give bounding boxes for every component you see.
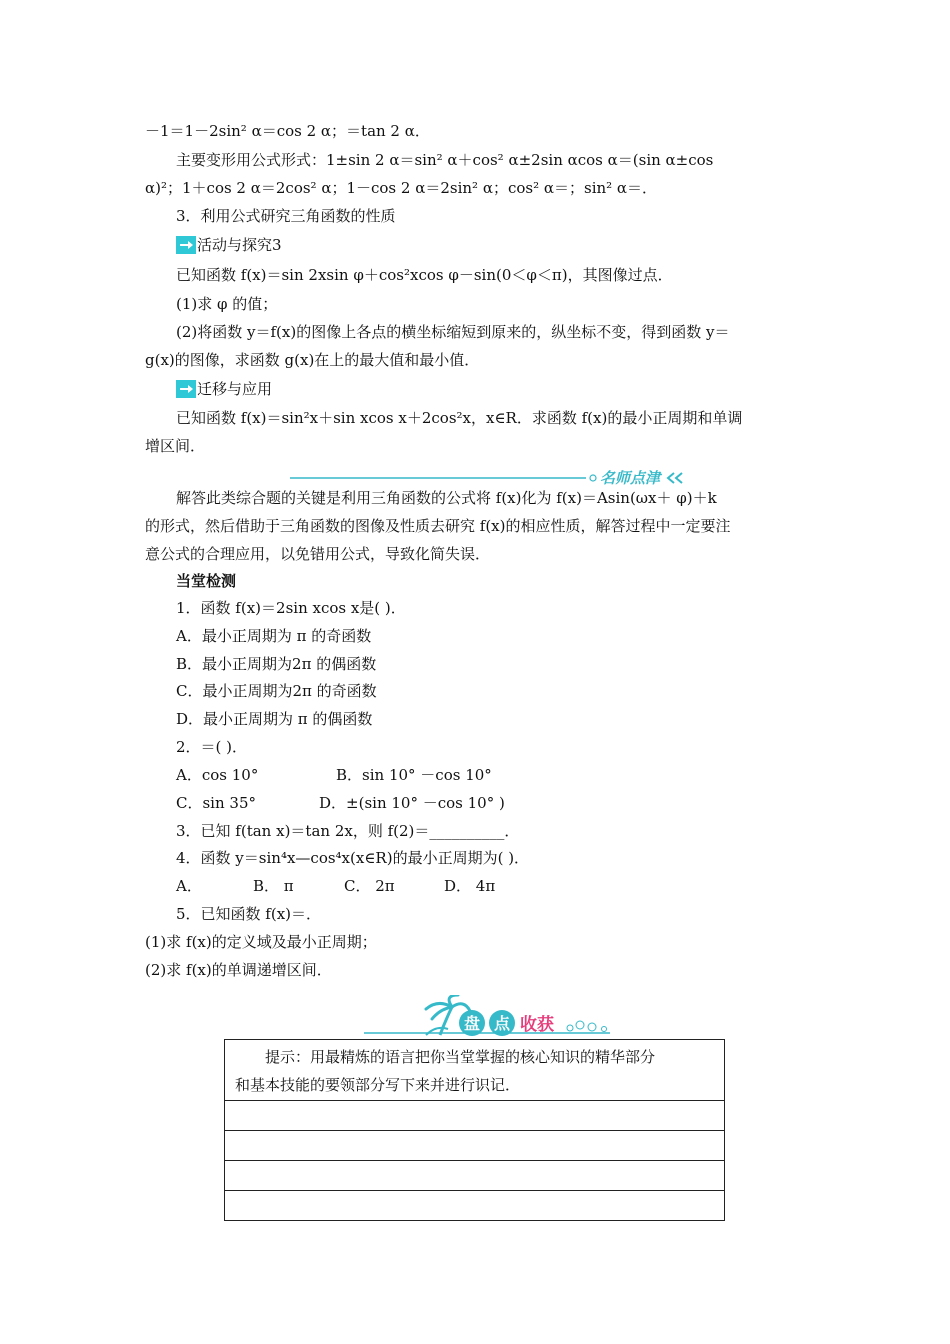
activity-label: 活动与探究3 bbox=[197, 236, 282, 254]
test-q4: 4．函数 y＝sin⁴x—cos⁴x(x∈R)的最小正周期为( )． bbox=[176, 849, 530, 867]
transfer-line-2: 增区间． bbox=[145, 437, 206, 455]
hint-line-1: 提示：用最精炼的语言把你当堂掌握的核心知识的精华部分 bbox=[265, 1048, 656, 1066]
test-q5-part-2: (2)求 f(x)的单调递增区间． bbox=[145, 961, 332, 979]
q4-option-d: D． 4π bbox=[444, 877, 496, 895]
activity-stem: 已知函数 f(x)＝sin 2xsin φ＋cos²xcos φ－sin(0＜φ＜π)，其图像过点． bbox=[176, 266, 673, 284]
table-row bbox=[225, 1101, 725, 1131]
test-q1: 1．函数 f(x)＝2sin xcos x是( )． bbox=[176, 599, 406, 617]
q2-option-c: C．sin 35° bbox=[176, 794, 256, 812]
banner-dot-icon bbox=[590, 475, 596, 481]
section-heading-3: 3．利用公式研究三角函数的性质 bbox=[176, 207, 396, 225]
q1-option-c: C．最小正周期为2π 的奇函数 bbox=[176, 682, 377, 700]
table-row bbox=[225, 1040, 725, 1101]
tips-line-2: 的形式，然后借助于三角函数的图像及性质去研究 f(x)的相应性质，解答过程中一定要注 bbox=[145, 517, 731, 535]
q4-option-b: B． π bbox=[253, 877, 294, 895]
tips-line-1: 解答此类综合题的关键是利用三角函数的公式将 f(x)化为 f(x)＝Asin(ωx＋ φ)＋k bbox=[176, 489, 717, 507]
transfer-label: 迁移与应用 bbox=[197, 380, 273, 398]
table-row bbox=[225, 1131, 725, 1161]
formula-line-1: －1＝1－2sin² α＝cos 2 α；＝tan 2 α． bbox=[145, 122, 430, 140]
q2-option-b: B．sin 10° －cos 10° bbox=[336, 766, 492, 784]
activity-question-2b: g(x)的图像，求函数 g(x)在上的最大值和最小值． bbox=[145, 351, 480, 369]
test-q5-part-1: (1)求 f(x)的定义域及最小正周期； bbox=[145, 933, 377, 951]
test-heading: 当堂检测 bbox=[176, 572, 237, 590]
test-q3: 3．已知 f(tan x)＝tan 2x，则 f(2)＝__________． bbox=[176, 822, 520, 840]
formula-line-2: 主要变形用公式形式：1±sin 2 α＝sin² α＋cos² α±2sin αcos α＝(sin α±cos bbox=[176, 151, 714, 169]
hint-cell bbox=[225, 1040, 725, 1101]
table-row bbox=[225, 1191, 725, 1221]
hint-line-2: 和基本技能的要领部分写下来并进行识记． bbox=[235, 1076, 521, 1094]
chevrons-left-icon bbox=[668, 473, 682, 483]
empty-cell[interactable] bbox=[225, 1131, 725, 1161]
empty-cell[interactable] bbox=[225, 1161, 725, 1191]
activity-question-2a: (2)将函数 y＝f(x)的图像上各点的横坐标缩短到原来的，纵坐标不变，得到函数 y＝ bbox=[176, 323, 730, 341]
q4-option-c: C． 2π bbox=[344, 877, 395, 895]
test-q2: 2．＝( )． bbox=[176, 738, 248, 756]
banner-char-1: 盘 bbox=[463, 1014, 481, 1033]
q4-option-a: A． bbox=[176, 877, 202, 895]
transfer-line-1: 已知函数 f(x)＝sin²x＋sin xcos x＋2cos²x，x∈R．求函数 f(x)的最小正周期和单调 bbox=[176, 409, 743, 427]
activity-question-1: (1)求 φ 的值； bbox=[176, 295, 278, 313]
empty-cell[interactable] bbox=[225, 1191, 725, 1221]
tips-banner bbox=[290, 466, 700, 488]
empty-cell[interactable] bbox=[225, 1101, 725, 1131]
banner-char-2: 点 bbox=[493, 1014, 511, 1033]
q1-option-d: D．最小正周期为 π 的偶函数 bbox=[176, 710, 373, 728]
arrow-tag-icon bbox=[176, 236, 196, 254]
summary-table bbox=[224, 1039, 725, 1221]
q1-option-b: B．最小正周期为2π 的偶函数 bbox=[176, 655, 377, 673]
tips-banner-title: 名师点津 bbox=[600, 469, 661, 487]
q2-option-a: A．cos 10° bbox=[176, 766, 259, 784]
test-q5: 5．已知函数 f(x)＝． bbox=[176, 905, 322, 923]
q2-option-d: D．±(sin 10° －cos 10° ) bbox=[319, 794, 505, 812]
q1-option-a: A．最小正周期为 π 的奇函数 bbox=[176, 627, 372, 645]
table-row bbox=[225, 1161, 725, 1191]
bubbles-icon bbox=[567, 1021, 607, 1032]
formula-line-3: α)²；1＋cos 2 α＝2cos² α；1－cos 2 α＝2sin² α；cos² α＝；sin² α＝． bbox=[145, 179, 658, 197]
banner-char-3: 收获 bbox=[520, 1015, 554, 1035]
tips-line-3: 意公式的合理应用，以免错用公式，导致化简失误． bbox=[145, 545, 491, 563]
arrow-tag-icon bbox=[176, 380, 196, 398]
summary-banner bbox=[360, 995, 630, 1041]
